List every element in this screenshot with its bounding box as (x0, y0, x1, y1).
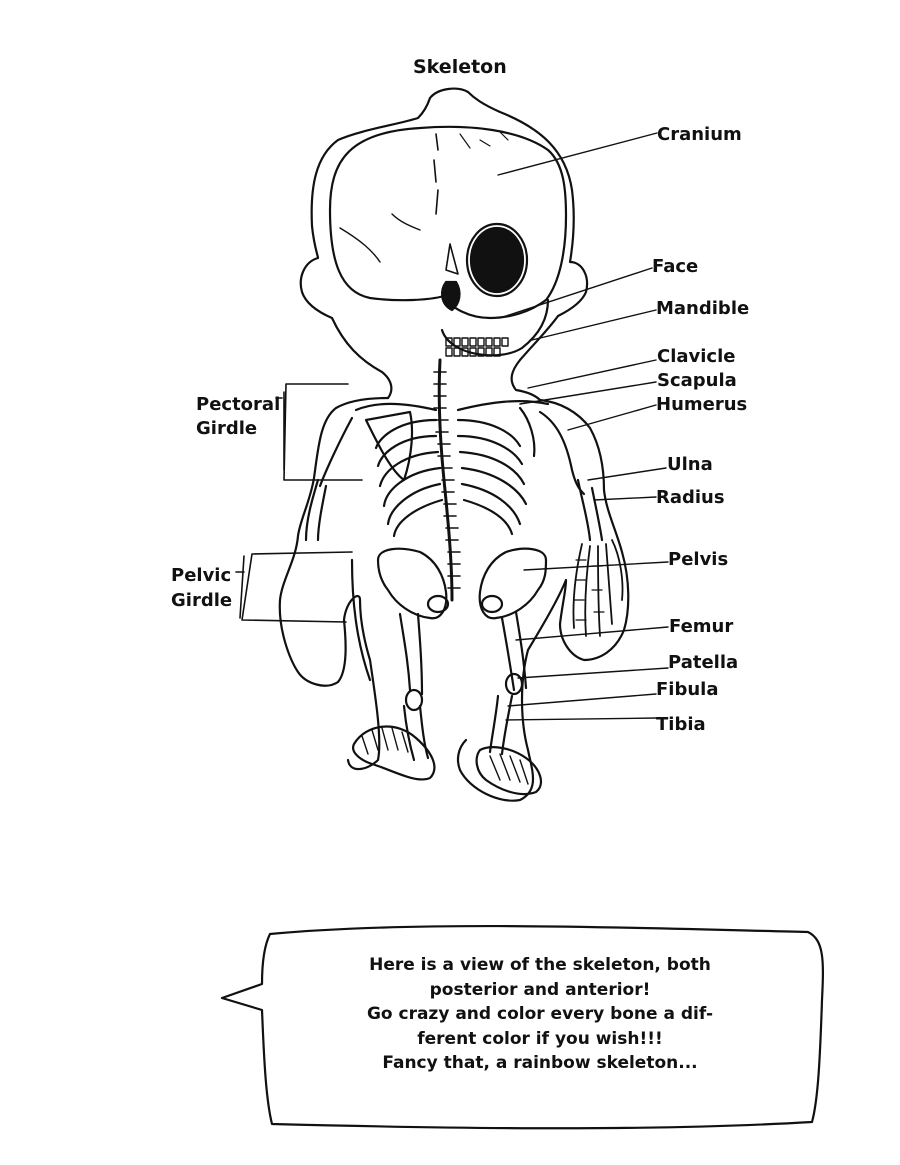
bubble-line: posterior and anterior! (429, 979, 651, 1000)
pectoral-bracket (284, 384, 362, 480)
head-outline (301, 89, 587, 400)
label-pelvic: Pelvic (171, 565, 232, 586)
speech-bubble-text (300, 953, 780, 1076)
label-patella: Patella (668, 652, 739, 673)
pelvis-bone (378, 549, 446, 619)
label-femur: Femur (669, 616, 734, 637)
ulna-leader (588, 468, 666, 480)
label-ulna: Ulna (667, 454, 713, 475)
fibula-leader (508, 694, 656, 706)
label-humerus: Humerus (656, 394, 748, 415)
pelvic-bracket (240, 552, 352, 622)
label-clavicle: Clavicle (657, 346, 736, 367)
cranium-leader (498, 133, 657, 175)
left-humerus (320, 418, 352, 486)
label-pelvis: Pelvis (668, 549, 729, 570)
tibia-leader (506, 718, 656, 720)
label-pectoral-girdle: Girdle (196, 418, 258, 439)
label-mandible: Mandible (656, 298, 750, 319)
label-cranium: Cranium (657, 124, 742, 145)
label-pectoral: Pectoral (196, 394, 281, 415)
eye-socket (471, 228, 523, 292)
radius-leader (594, 497, 656, 500)
label-radius: Radius (656, 487, 725, 508)
tibia-fibula-bones (490, 696, 512, 754)
label-fibula: Fibula (656, 679, 719, 700)
diagram-title: Skeleton (413, 56, 507, 78)
bubble-line: Fancy that, a rainbow skeleton... (382, 1053, 698, 1073)
ulna-radius-bones (578, 480, 602, 540)
label-tibia: Tibia (656, 714, 706, 735)
label-face: Face (652, 256, 699, 277)
femur-bone (400, 614, 422, 694)
rib-cage (376, 420, 526, 536)
label-scapula: Scapula (657, 370, 737, 391)
label-pelvic-girdle: Girdle (171, 590, 233, 611)
bubble-line: ferent color if you wish!!! (417, 1028, 663, 1049)
bubble-line: Here is a view of the skeleton, both (369, 955, 711, 975)
face-leader (500, 268, 652, 318)
bubble-line: Go crazy and color every bone a dif- (366, 1004, 714, 1024)
hand-bones (573, 540, 622, 636)
clavicle-leader (528, 360, 656, 388)
patella-leader (518, 668, 668, 678)
